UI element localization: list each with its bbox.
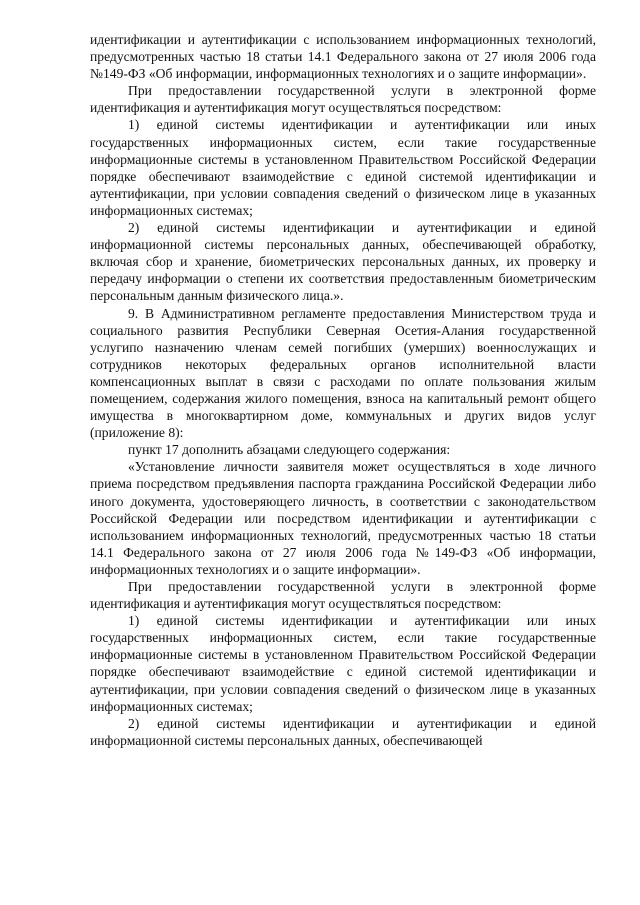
paragraph-item-2-partial: 2) единой системы идентификации и аутентификации и единой информационной системы персональных данных, обеспечивающей: [90, 715, 596, 748]
paragraph-point-17: пункт 17 дополнить абзацами следующего содержания:: [128, 442, 451, 458]
paragraph-electronic-form: При предоставлении государственной услуги в электронной форме идентификация и аутентификация могут осуществляться посредством:: [90, 83, 596, 116]
paragraph-item-2: 2) единой системы идентификации и аутентификации и единой информационной системы персональных данных, обеспечивающей обработку, включая сбор и хранение, биометрических персональных данных, их проверку и передачу информации о степени их соответствия предоставленным биометрическим персональным данным физического лица.».: [90, 220, 596, 304]
paragraph-item-1-repeat: 1) единой системы идентификации и аутентификации или иных государственных информационных систем, если такие государственные информационные системы в установленном Правительством Российской Федерации порядке обеспечивают взаимодействие с единой системой идентификации и аутентификации, при условии совпадения сведений о физическом лице в указанных информационных системах;: [90, 613, 596, 714]
paragraph-section-9: 9. В Административном регламенте предоставления Министерством труда и социального развития Республики Северная Осетия-Алания государственной услугипо назначению членам семей погибших (умерших) военнослужащих и сотрудников некоторых федеральных органов исполнительной власти компенсационных выплат в связи с расходами по оплате пользования жилым помещением, содержания жилого помещения, взноса на капитальный ремонт общего имущества в многоквартирном доме, коммунальных и других видов услуг (приложение 8):: [90, 305, 596, 441]
paragraph-electronic-form-repeat: При предоставлении государственной услуги в электронной форме идентификация и аутентификация могут осуществляться посредством:: [90, 579, 596, 612]
document-page: [90, 31, 596, 749]
paragraph-item-1: 1) единой системы идентификации и аутентификации или иных государственных информационных систем, если такие государственные информационные системы в установленном Правительством Российской Федерации порядке обеспечивают взаимодействие с единой системой идентификации и аутентификации, при условии совпадения сведений о физическом лице в указанных информационных системах;: [90, 117, 596, 218]
paragraph-continuation: идентификации и аутентификации с использованием информационных технологий, предусмотренных частью 18 статьи 14.1 Федерального закона от 27 июля 2006 года №149-ФЗ «Об информации, информационных технологиях и о защите информации».: [90, 32, 596, 82]
paragraph-identity-establishment: «Установление личности заявителя может осуществляться в ходе личного приема посредством предъявления паспорта гражданина Российской Федерации либо иного документа, удостоверяющего личность, в соответствии с законодательством Российской Федерации или посредством идентификации и аутентификации с использованием информационных технологий, предусмотренных частью 18 статьи 14.1 Федерального закона от 27 июля 2006 года №149-ФЗ «Об информации, информационных технологиях и о защите информации».: [90, 459, 596, 577]
